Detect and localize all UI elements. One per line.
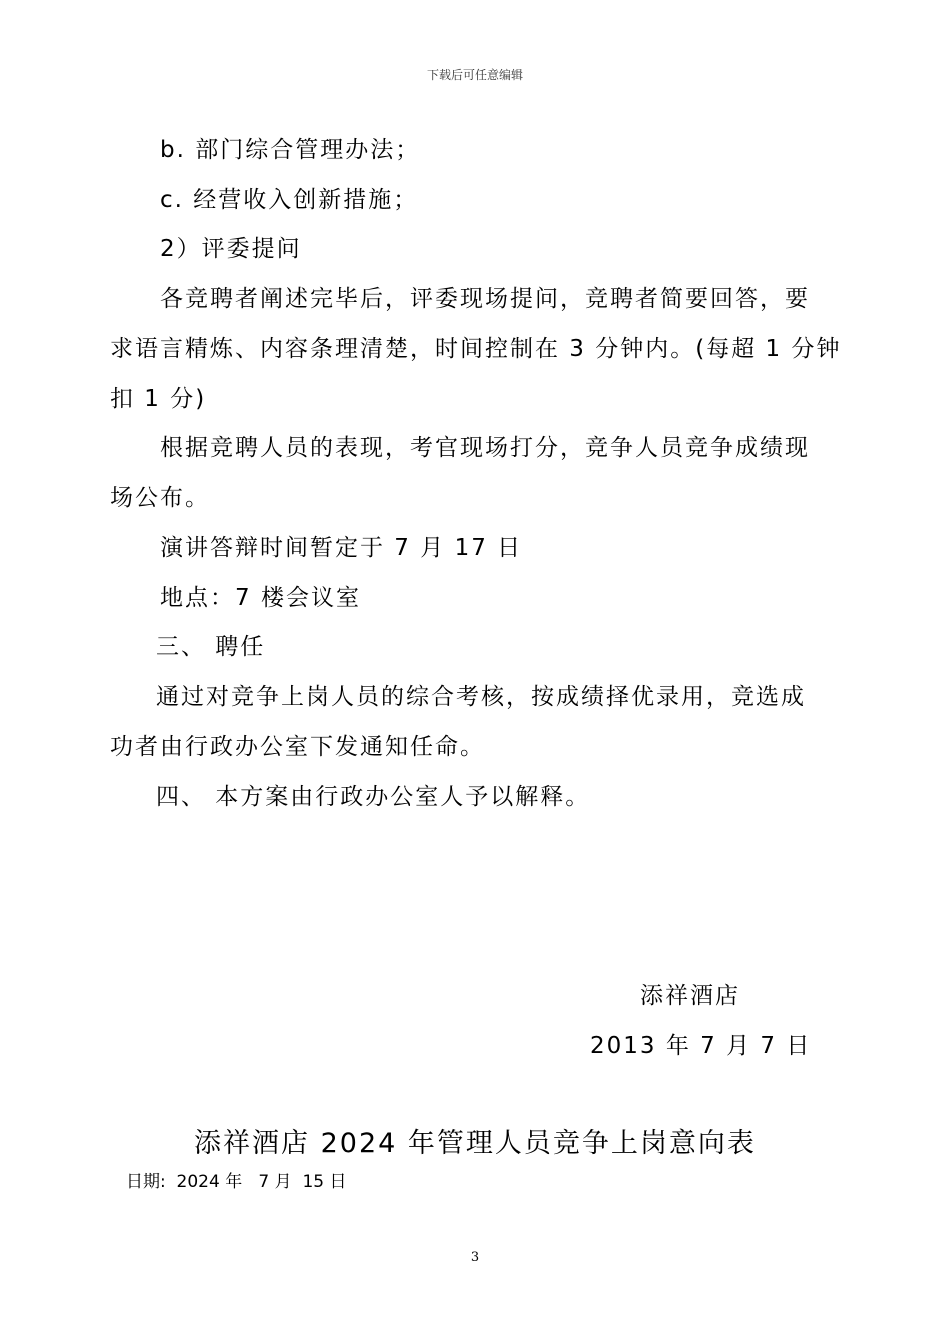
section-heading-interpretation: 四、 本方案由行政办公室人予以解释。 [156, 784, 591, 810]
form-title: 添祥酒店 2024 年管理人员竞争上岗意向表 [194, 1128, 756, 1159]
location: 地点：7 楼会议室 [160, 585, 361, 611]
paragraph-line: 扣 1 分) [110, 386, 207, 412]
paragraph-line: 各竞聘者阐述完毕后，评委现场提问，竞聘者简要回答，要 [160, 286, 810, 312]
form-date-line: 日期: 2024 年 7 月 15 日 [126, 1172, 347, 1192]
paragraph-line: 功者由行政办公室下发通知任命。 [110, 734, 485, 760]
page-header: 下载后可任意编辑 [426, 68, 523, 82]
speech-schedule: 演讲答辩时间暂定于 7 月 17 日 [160, 535, 523, 561]
signature-date: 2013 年 7 月 7 日 [590, 1033, 812, 1059]
list-item-b: b. 部门综合管理办法； [160, 137, 421, 163]
paragraph-line: 求语言精炼、内容条理清楚，时间控制在 3 分钟内。(每超 1 分钟 [110, 336, 842, 362]
paragraph-line: 根据竞聘人员的表现，考官现场打分，竞争人员竞争成绩现 [160, 435, 810, 461]
subheading-judges-questions: 2）评委提问 [160, 236, 302, 262]
signature-org: 添祥酒店 [640, 983, 740, 1009]
list-item-c: c. 经营收入创新措施； [160, 187, 419, 213]
section-heading-appointment: 三、 聘任 [156, 634, 266, 660]
paragraph-line: 场公布。 [110, 485, 210, 511]
paragraph-line: 通过对竞争上岗人员的综合考核，按成绩择优录用，竞选成 [156, 684, 806, 710]
page-number: 3 [470, 1250, 480, 1265]
